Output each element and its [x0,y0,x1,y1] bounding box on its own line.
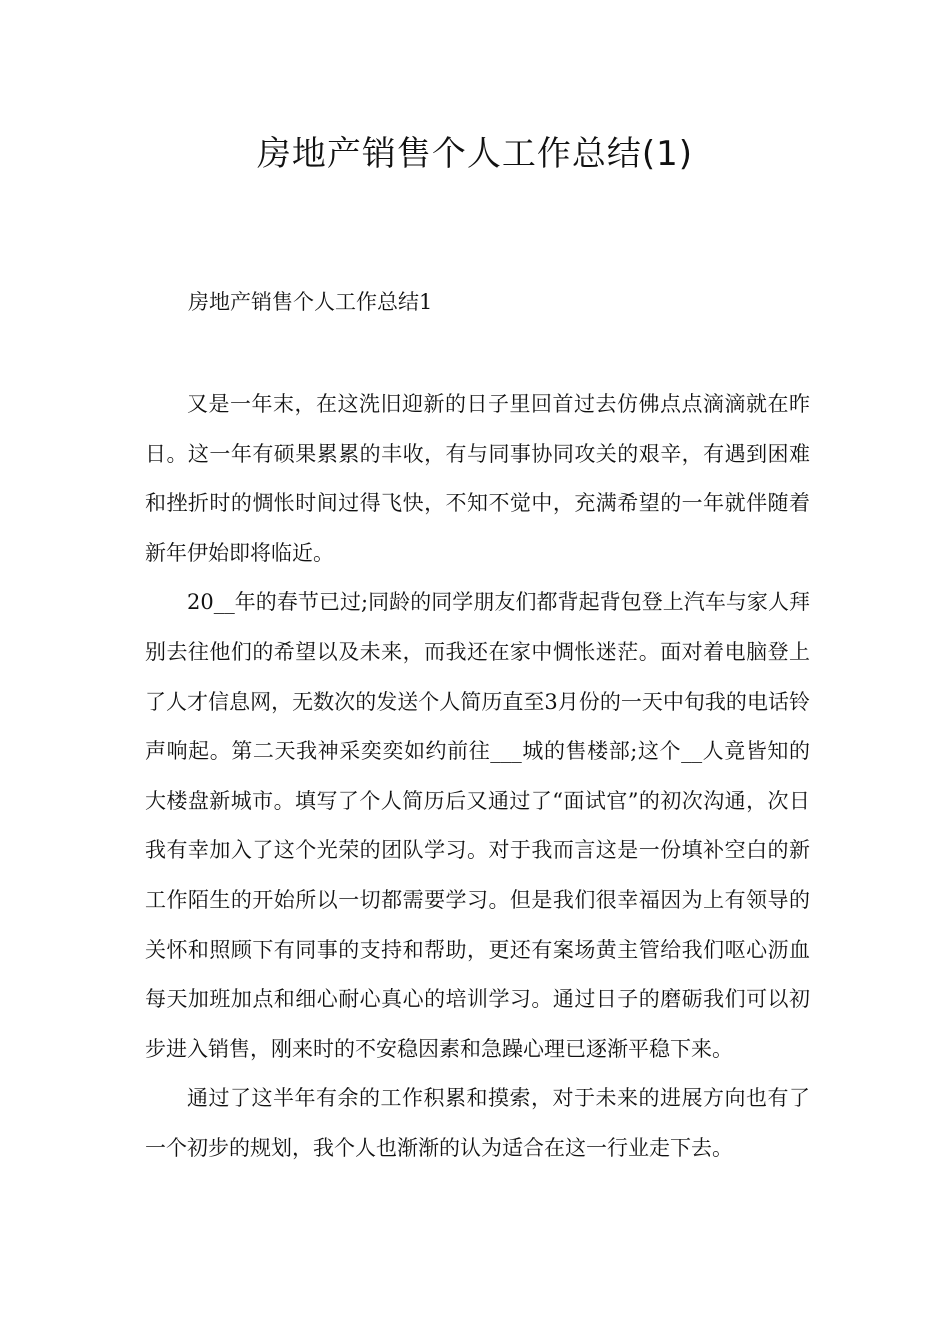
paragraph-3: 通过了这半年有余的工作积累和摸索，对于未来的进展方向也有了一个初步的规划，我个人也渐渐的认为适合在这一行业走下去。 [145,1086,810,1160]
document-body [145,380,810,1174]
paragraph-2: 20__年的春节已过;同龄的同学朋友们都背起背包登上汽车与家人拜别去往他们的希望以及未来，而我还在家中惆怅迷茫。面对着电脑登上了人才信息网，无数次的发送个人简历直至3月份的一天中旬我的电话铃声响起。第二天我神采奕奕如约前往___城的售楼部;这个__人竟皆知的大楼盘新城市。填写了个人简历后又通过了“面试官”的初次沟通，次日我有幸加入了这个光荣的团队学习。对于我而言这是一份填补空白的新工作陌生的开始所以一切都需要学习。但是我们很幸福因为上有领导的关怀和照顾下有同事的支持和帮助，更还有案场黄主管给我们呕心沥血每天加班加点和细心耐心真心的培训学习。通过日子的磨砺我们可以初步进入销售，刚来时的不安稳因素和急躁心理已逐渐平稳下来。 [145,590,810,1061]
document-title: 房地产销售个人工作总结(1) [256,134,694,174]
paragraph-1: 又是一年末，在这洗旧迎新的日子里回首过去仿佛点点滴滴就在昨日。这一年有硕果累累的丰收，有与同事协同攻关的艰辛，有遇到困难和挫折时的惆怅时间过得飞快，不知不觉中，充满希望的一年就伴随着新年伊始即将临近。 [145,392,810,565]
document-subtitle: 房地产销售个人工作总结1 [188,290,433,314]
